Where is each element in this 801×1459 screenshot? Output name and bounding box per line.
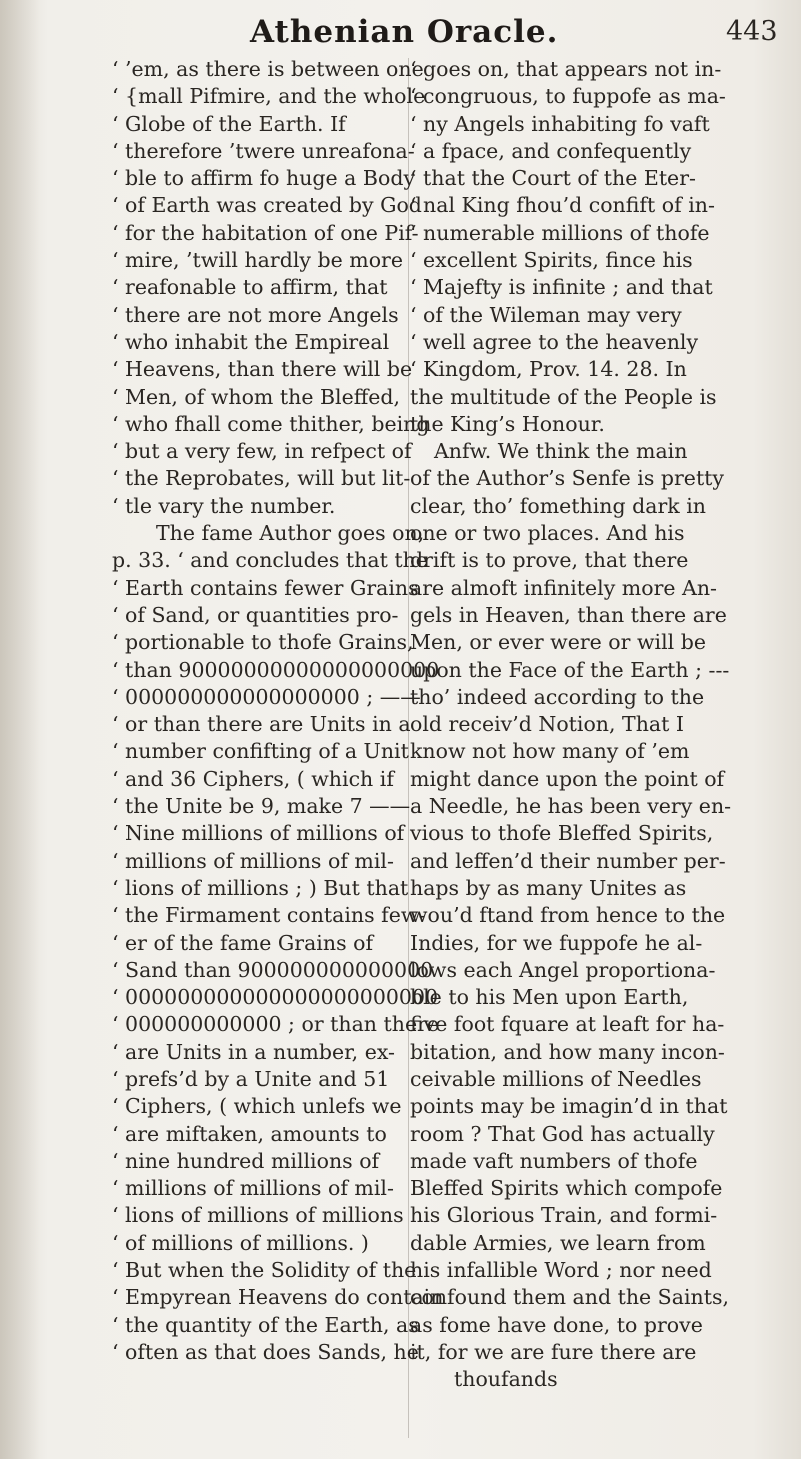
text-line: ‘ {mall Pifmire, and the whole [112,84,426,109]
text-line: ‘ lions of millions ; ) But that [112,875,409,900]
text-line: ‘ Kingdom, Prov. 14. 28. In [410,357,687,382]
text-line: ‘ well agree to the heavenly [410,329,699,354]
text-line: ‘ who fhall come thither, being [112,411,430,436]
text-line: ‘ 000000000000000000000000 [112,985,439,1010]
text-line: of the Author’s Senfe is pretty [410,466,724,491]
text-line: ble to his Men upon Earth, [410,985,689,1010]
text-line: ‘ ble to affirm fo huge a Body [112,166,416,191]
text-line: his infallible Word ; nor need [410,1258,712,1283]
right-column [410,56,776,1436]
text-line: ‘ mire, ’twill hardly be more [112,248,403,273]
text-line: ‘ goes on, that appears not in- [410,57,722,81]
text-line: clear, tho’ fomething dark in [410,493,706,518]
text-line: ‘ reafonable to affirm, that [112,275,388,300]
text-line: ‘ 000000000000000000 ; —— [112,684,421,709]
text-line: ‘ But when the Solidity of the [112,1258,417,1283]
text-line: ‘ Heavens, than there will be [112,357,413,382]
text-line: it, for we are fure there are [410,1339,697,1364]
text-line: ‘ er of the fame Grains of [112,930,374,955]
text-line: bitation, and how many incon- [410,1039,725,1064]
text-line: old receiv’d Notion, That I [410,712,684,737]
text-line: ‘ ’em, as there is between one [112,57,424,81]
text-line: ‘ a fpace, and confequently [410,138,692,163]
text-line: Anfw. We think the main [434,439,688,464]
text-line: ‘ Sand than 900000000000000 [112,957,434,982]
text-line: vious to thofe Bleffed Spirits, [410,821,714,846]
text-line: the King’s Honour. [410,411,605,436]
text-line: the multitude of the People is [410,384,717,409]
text-line: made vaft numbers of thofe [410,1148,698,1173]
text-line: ‘ Ciphers, ( which unlefs we [112,1094,402,1119]
text-line: ‘ are Units in a number, ex- [112,1039,395,1064]
text-line: tho’ indeed according to the [410,684,705,709]
page-gutter-shadow [0,0,40,1459]
text-line: Indies, for we fuppofe he al- [410,930,703,955]
text-line: ‘ the Unite be 9, make 7 —— [112,794,411,819]
text-line: thoufands [454,1367,558,1392]
text-line: as fome have done, to prove [410,1312,703,1337]
text-line: ‘ for the habitation of one Pif- [112,220,419,245]
text-line: ‘ that the Court of the Eter- [410,166,696,191]
text-line: points may be imagin’d in that [410,1094,728,1119]
text-line: Men, or ever were or will be [410,630,706,655]
page-number: 443 [726,16,778,47]
text-line: ‘ the quantity of the Earth, as [112,1312,419,1337]
text-line: ‘ lions of millions of millions [112,1203,404,1228]
page-header [0,8,801,56]
text-line: dable Armies, we learn from [410,1230,706,1255]
text-line: ‘ Majefty is infinite ; and that [410,275,713,300]
text-line: and leffen’d their number per- [410,848,726,873]
text-line: haps by as many Unites as [410,875,687,900]
text-line: ‘ than 90000000000000000000 [112,657,440,682]
text-line: ‘ ny Angels inhabiting fo vaft [410,111,710,136]
running-title: Athenian Oracle. [250,14,559,50]
text-line: gels in Heaven, than there are [410,602,727,627]
text-line: ‘ 000000000000 ; or than there [112,1012,440,1037]
text-line: ‘ or than there are Units in a [112,712,411,737]
text-line: ‘ numerable millions of thofe [410,220,710,245]
text-line: ‘ Nine millions of millions of [112,821,405,846]
text-line: ‘ nine hundred millions of [112,1148,380,1173]
text-line: ‘ of the Wileman may very [410,302,682,327]
text-line: ‘ congruous, to fuppofe as ma- [410,84,726,109]
text-line: upon the Face of the Earth ; --- [410,657,730,682]
text-line: five foot fquare at leaft for ha- [410,1012,725,1037]
text-line: ‘ the Reprobates, will but lit- [112,466,411,491]
text-line: ‘ excellent Spirits, fince his [410,248,693,273]
text-line: wou’d ftand from hence to the [410,903,726,928]
text-line: ceivable millions of Needles [410,1066,702,1091]
text-line: one or two places. And his [410,521,685,546]
text-line: ‘ Men, of whom the Bleffed, [112,384,401,409]
text-line: ‘ of Earth was created by God [112,193,422,218]
text-line: room ? That God has actually [410,1121,715,1146]
text-line: ‘ tle vary the number. [112,493,336,518]
text-line: Bleffed Spirits which compofe [410,1176,723,1201]
text-line: ‘ Earth contains fewer Grains [112,575,419,600]
text-line: might dance upon the point of [410,766,725,791]
text-line: ‘ of millions of millions. ) [112,1230,369,1255]
text-line: ‘ Empyrean Heavens do contain [112,1285,444,1310]
text-line: drift is to prove, that there [410,548,689,573]
text-line: ‘ portionable to thofe Grains, [112,630,414,655]
text-line: ‘ number confifting of a Unit [112,739,409,764]
text-line: ‘ prefs’d by a Unite and 51 [112,1066,390,1091]
text-line: ‘ there are not more Angels [112,302,399,327]
text-line: ‘ nal King fhou’d confift of in- [410,193,715,218]
text-line: know not how many of ’em [410,739,690,764]
text-line: lows each Angel proportiona- [410,957,716,982]
text-line: a Needle, he has been very en- [410,794,732,819]
text-line: ‘ millions of millions of mil- [112,1176,394,1201]
text-line: ‘ but a very few, in refpect of [112,439,412,464]
text-line: ‘ and 36 Ciphers, ( which if [112,766,394,791]
text-line: ‘ who inhabit the Empireal [112,329,390,354]
text-line: his Glorious Train, and formi- [410,1203,718,1228]
text-line: ‘ therefore ’twere unreafona- [112,138,415,163]
text-line: ‘ the Firmament contains few- [112,903,426,928]
text-line: ‘ of Sand, or quantities pro- [112,602,399,627]
left-column [112,56,444,1436]
text-line: p. 33. ‘ and concludes that the [112,548,428,573]
text-line: ‘ are miftaken, amounts to [112,1121,387,1146]
text-line: ‘ often as that does Sands, he [112,1339,419,1364]
text-line: confound them and the Saints, [410,1285,729,1310]
text-line: are almoft infinitely more An- [410,575,717,600]
text-line: ‘ millions of millions of mil- [112,848,394,873]
text-line: ‘ Globe of the Earth. If [112,111,346,136]
text-line: The fame Author goes on, [156,521,425,546]
